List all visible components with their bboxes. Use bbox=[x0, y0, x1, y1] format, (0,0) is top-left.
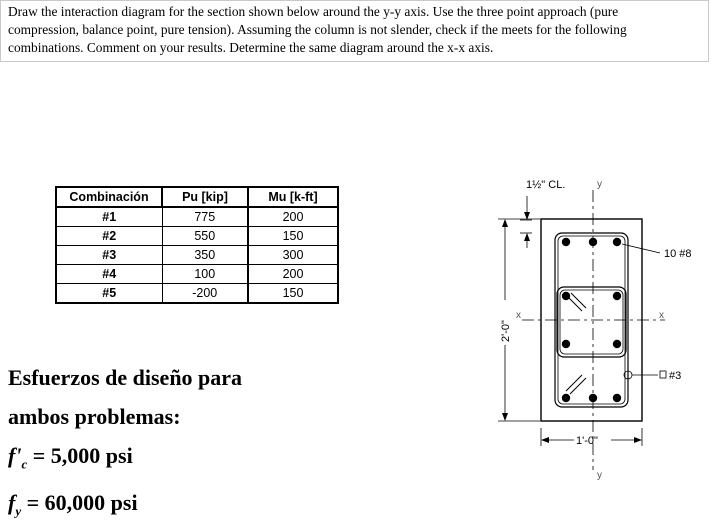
row-mu: 150 bbox=[248, 227, 338, 246]
row-id: #4 bbox=[56, 265, 162, 284]
ties-label: #3 bbox=[669, 370, 682, 382]
row-pu: 350 bbox=[162, 246, 248, 265]
row-pu: 550 bbox=[162, 227, 248, 246]
stress-heading-line-1: Esfuerzos de diseño para bbox=[8, 365, 243, 390]
rebar bbox=[562, 340, 570, 348]
y-axis-label-top: y bbox=[597, 179, 602, 190]
stress-heading-line-2: ambos problemas: bbox=[8, 404, 181, 429]
row-id: #5 bbox=[56, 284, 162, 304]
stirrup-hook bbox=[566, 375, 586, 394]
fc-number: = 5,000 psi bbox=[27, 443, 133, 468]
header-pu: Pu [kip] bbox=[162, 187, 248, 207]
fc-subscript: c bbox=[21, 456, 28, 472]
row-mu: 200 bbox=[248, 207, 338, 227]
problem-line-2: compression, balance point, pure tension). Assuming the column is not slender, check if the meets for the following bbox=[8, 22, 627, 37]
height-dimension: 2'-0" bbox=[500, 320, 512, 342]
ties-symbol bbox=[660, 371, 666, 378]
row-id: #3 bbox=[56, 246, 162, 265]
row-pu: -200 bbox=[162, 284, 248, 304]
rebar bbox=[613, 394, 621, 402]
rebar bbox=[562, 292, 570, 300]
row-mu: 300 bbox=[248, 246, 338, 265]
fy-subscript: y bbox=[15, 503, 22, 519]
problem-line-3: combinations. Comment on your results. Determine the same diagram around the x-x axis. bbox=[8, 40, 494, 55]
x-axis-label-right: x bbox=[659, 310, 664, 321]
x-axis-label-left: x bbox=[516, 310, 521, 321]
fy-number: = 60,000 psi bbox=[21, 490, 138, 516]
fc-symbol: f' bbox=[8, 443, 22, 468]
rebar bbox=[562, 238, 570, 246]
y-axis-label-bottom: y bbox=[597, 470, 602, 481]
rebar bbox=[613, 340, 621, 348]
rebar bbox=[613, 292, 621, 300]
bars-label: 10 #8 bbox=[664, 248, 692, 260]
header-mu: Mu [k-ft] bbox=[248, 187, 338, 207]
rebar bbox=[562, 394, 570, 402]
row-id: #1 bbox=[56, 207, 162, 227]
cover-label: 1½" CL. bbox=[526, 179, 566, 191]
row-id: #2 bbox=[56, 227, 162, 246]
row-mu: 200 bbox=[248, 265, 338, 284]
fy-symbol: f bbox=[8, 490, 16, 516]
width-dimension: 1'-0" bbox=[576, 435, 598, 447]
row-pu: 775 bbox=[162, 207, 248, 227]
rebar bbox=[613, 238, 621, 246]
header-combinacion: Combinación bbox=[56, 187, 162, 207]
row-mu: 150 bbox=[248, 284, 338, 304]
row-pu: 100 bbox=[162, 265, 248, 284]
problem-line-1: Draw the interaction diagram for the section shown below around the y-y axis. Use the three point approach (pure bbox=[8, 4, 619, 19]
